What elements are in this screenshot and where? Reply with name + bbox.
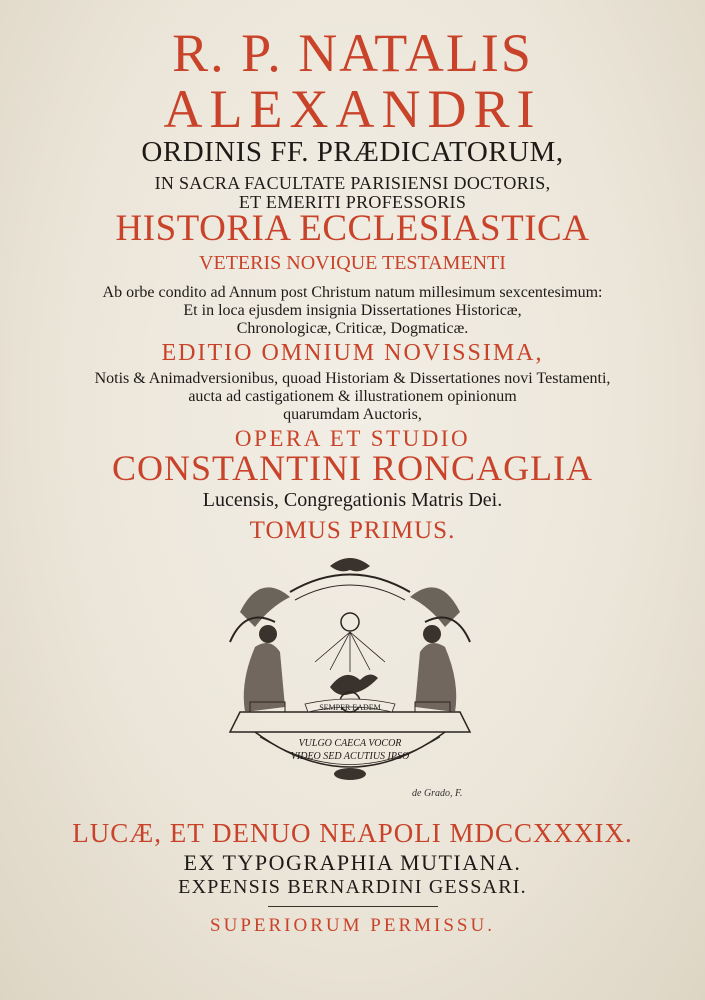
order-line: ORDINIS FF. PRÆDICATORUM, [141, 136, 564, 168]
imprint-expense: EXPENSIS BERNARDINI GESSARI. [178, 876, 527, 898]
notes-line2: aucta ad castigationem & illustrationem opinionum [188, 388, 517, 405]
professor-line: ET EMERITI PROFESSORIS [238, 192, 467, 212]
work-subtitle: VETERIS NOVIQUE TESTAMENTI [199, 252, 506, 274]
scope-line1: Ab orbe condito ad Annum post Christum natum millesimum sexcentesimum: [102, 284, 603, 301]
author-name-line1: R. P. NATALIS [172, 23, 533, 83]
imprint-place-date: LUCÆ, ET DENUO NEAPOLI MDCCXXXIX. [72, 818, 633, 848]
notes-line1: Notis & Animadversionibus, quoad Historiam & Dissertationes novi Testamenti, [94, 370, 611, 387]
printer-device-vignette [200, 552, 500, 802]
motto-line2: VIDEO SED ACUTIUS IPSO [290, 751, 410, 762]
work-title: HISTORIA ECCLESIASTICA [115, 208, 590, 249]
faculty-line: IN SACRA FACULTATE PARISIENSI DOCTORIS, [154, 173, 551, 193]
editor-affiliation: Lucensis, Congregationis Matris Dei. [202, 489, 503, 511]
author-name-line2: ALEXANDRI [163, 79, 542, 139]
scope-line3: Chronologicæ, Criticæ, Dogmaticæ. [236, 320, 469, 337]
scope-line2: Et in loca ejusdem insignia Dissertationes Historicæ, [183, 302, 522, 319]
volume-label: TOMUS PRIMUS. [249, 517, 456, 544]
imprint-printer: EX TYPOGRAPHIA MUTIANA. [183, 850, 522, 875]
editor-intro: OPERA ET STUDIO [234, 426, 471, 451]
motto-line1: VULGO CAECA VOCOR [298, 738, 402, 749]
imprint-permission: SUPERIORUM PERMISSU. [210, 915, 495, 936]
imprint-rule [268, 906, 438, 907]
edition-line: EDITIO OMNIUM NOVISSIMA, [161, 340, 544, 366]
notes-line3: quarumdam Auctoris, [283, 406, 422, 423]
engraver-signature: de Grado, F. [412, 788, 463, 799]
ribbon-motto: SEMPER EADEM [319, 703, 381, 712]
editor-name: CONSTANTINI RONCAGLIA [111, 448, 594, 488]
